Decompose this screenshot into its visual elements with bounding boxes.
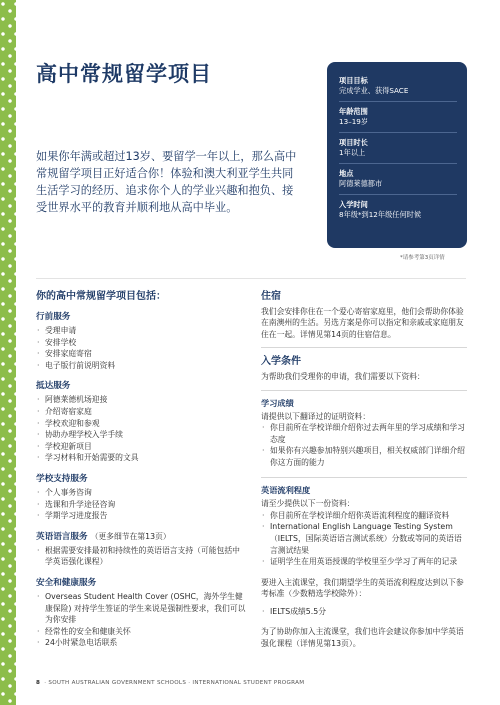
info-value: 完成学业、获得SACE xyxy=(339,86,409,95)
academic-title: 学习成绩 xyxy=(261,397,294,408)
intro-paragraph: 如果你年满或超过13岁、要留学一年以上，那么高中常规留学项目正好适合你！体验和澳大利亚学生共同生活学习的经历、追求你个人的学业兴趣和抱负、接受世界水平的教育并顺利地从高中毕业。 xyxy=(36,150,297,214)
info-label: 项目时长 xyxy=(339,138,368,147)
info-item-age xyxy=(339,107,457,127)
footer-separator: · xyxy=(44,680,47,686)
list-item: · 阿德莱德机场迎接 xyxy=(36,394,246,406)
list-item: · 学校欢迎和参观 xyxy=(36,418,246,430)
services-column xyxy=(36,290,246,658)
info-label: 年龄范围 xyxy=(339,107,368,116)
list-item: · Overseas Student Health Cover (OSHC，海外学生健康保险) 对持学生签证的学生来说是强制性要求，我们可以为你安排 xyxy=(36,591,246,626)
mainstream-text: 要进入主流课堂，我们期望学生的英语流利程度达到以下参考标准（少数精选学校除外）： xyxy=(261,577,464,599)
list-item: · 你目前所在学校详细介绍你英语流利程度的翻译资料 xyxy=(261,510,467,522)
list-item: · 安排家庭寄宿 xyxy=(36,348,246,360)
section-title-note: （更多细节在第13页） xyxy=(90,531,171,541)
section-title-text: 英语语言服务 xyxy=(36,531,88,542)
service-section-title: 行前服务 xyxy=(36,312,71,322)
closing-text: 为了协助你加入主流课堂，我们也许会建议你参加中学英语强化课程（详情见第13页）。 xyxy=(261,627,464,648)
entry-heading: 入学条件 xyxy=(261,356,301,368)
english-title: 英语流利程度 xyxy=(261,485,311,496)
list-item: · 证明学生在用英语授课的学校里至少学习了两年的记录 xyxy=(261,556,467,568)
services-heading: 你的高中常规留学项目包括： xyxy=(36,291,166,302)
accommodation-text: 我们会安排你住在一个爱心寄宿家庭里，他们会帮助你体验在南澳州的生活。另选方案是你可以指定和亲戚或家庭朋友住在一起。详情见第14页的住宿信息。 xyxy=(261,307,464,339)
info-label: 地点 xyxy=(339,169,354,178)
list-item: · 学期学习进度报告 xyxy=(36,510,246,522)
list-item: · IELTS成绩5.5分 xyxy=(261,606,467,618)
info-divider xyxy=(339,101,457,102)
service-section-title: 抵达服务 xyxy=(36,381,71,392)
list-item: · 个人事务咨询 xyxy=(36,487,246,499)
service-section-title: 安全和健康服务 xyxy=(36,577,97,588)
entry-intro: 为帮助我们受理你的申请，我们需要以下资料： xyxy=(261,372,425,382)
info-item-goal xyxy=(339,76,457,96)
info-label: 入学时间 xyxy=(339,200,368,209)
list-item: · 介绍寄宿家庭 xyxy=(36,406,246,418)
list-item: · 受理申请 xyxy=(36,325,246,337)
page-title: 高中常规留学项目 xyxy=(36,62,212,86)
english-intro: 请至少提供以下一份资料： xyxy=(261,499,355,509)
list-item: · 学校迎新项目 xyxy=(36,441,246,453)
accommodation-heading: 住宿 xyxy=(261,291,281,302)
service-list xyxy=(36,325,246,371)
section-divider xyxy=(36,278,466,279)
list-item: · 选课和升学途径咨询 xyxy=(36,499,246,511)
list-item: · 根据需要安排最初和持续性的英语语言支持（可能包括中学英语强化课程） xyxy=(36,545,246,568)
list-item: · 如果你有兴趣参加特别兴趣项目，相关权威部门详细介绍你这方面的能力 xyxy=(261,445,467,468)
info-value: 1年以上 xyxy=(339,148,366,157)
card-footnote: *请参考第3页详情 xyxy=(400,255,445,261)
requirements-column xyxy=(261,290,467,649)
english-list xyxy=(261,510,467,568)
list-item: · 学习材料和开始需要的文具 xyxy=(36,452,246,464)
decorative-side-pattern xyxy=(0,0,16,705)
ielts-list xyxy=(261,606,467,618)
info-label: 项目目标 xyxy=(339,76,368,85)
info-divider xyxy=(339,132,457,133)
service-section-title: 学校支持服务 xyxy=(36,473,88,484)
academic-intro: 请提供以下翻译过的证明资料： xyxy=(261,411,371,421)
service-section-title-english xyxy=(36,531,246,543)
service-list xyxy=(36,591,246,649)
list-item: · 你目前所在学校详细介绍你过去两年里的学习成绩和学习态度 xyxy=(261,422,467,445)
divider xyxy=(261,477,467,478)
list-item: · 安排学校 xyxy=(36,337,246,349)
list-item: · 电子版行前说明资料 xyxy=(36,360,246,372)
list-item: · 24小时紧急电话联系 xyxy=(36,637,246,649)
divider xyxy=(261,347,467,348)
list-item: · International English Language Testing System（IELTS，国际英语语言测试系统）分数或等同的英语语言测试结果 xyxy=(261,521,467,556)
info-value: 阿德莱德都市 xyxy=(339,179,383,188)
footer-text: SOUTH AUSTRALIAN GOVERNMENT SCHOOLS · INTERNATIONAL STUDENT PROGRAM xyxy=(48,680,305,686)
academic-list xyxy=(261,422,467,468)
info-divider xyxy=(339,194,457,195)
service-list xyxy=(36,487,246,522)
list-item: · 经常性的安全和健康关怀 xyxy=(36,626,246,638)
divider xyxy=(261,390,467,391)
info-value: 13–19岁 xyxy=(339,117,369,126)
info-divider xyxy=(339,163,457,164)
info-value: 8年级*到12年级任何时候 xyxy=(339,210,422,219)
page-footer xyxy=(36,680,304,686)
info-item-duration xyxy=(339,138,457,158)
service-list xyxy=(36,545,246,568)
page-number: 8 xyxy=(36,680,41,686)
info-item-intake xyxy=(339,200,457,220)
program-info-card xyxy=(327,62,467,248)
service-list xyxy=(36,394,246,464)
list-item: · 协助办理学校入学手续 xyxy=(36,429,246,441)
info-item-location xyxy=(339,169,457,189)
